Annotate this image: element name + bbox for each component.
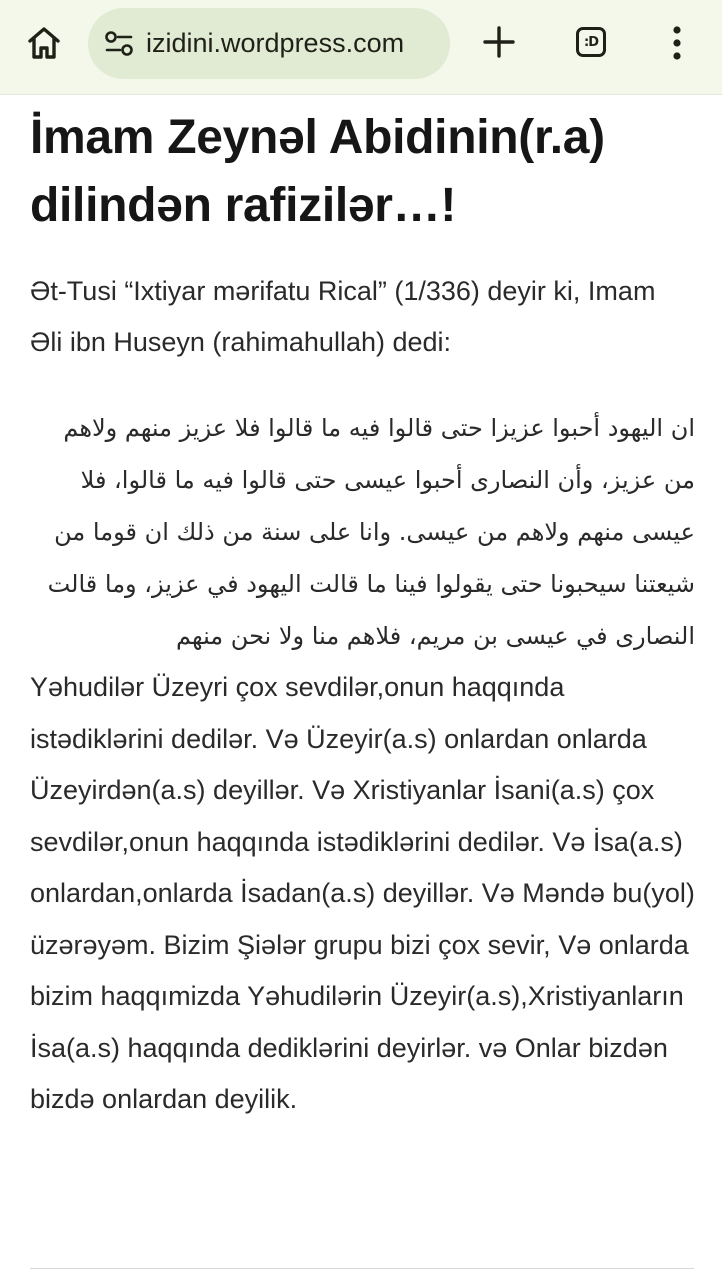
tab-switcher-button[interactable]	[568, 19, 614, 65]
new-tab-button[interactable]	[476, 19, 522, 65]
arabic-quote: ان اليهود أحبوا عزيزا حتى قالوا فيه ما قالوا فلا عزيز منهم ولاهم من عزيز، وأن النصارى أحبوا عيسى حتى قالوا فيه ما قالوا، فلا عيسى منهم ولاهم من عيسى. وانا على سنة من ذلك ان قوما من شيعتنا سيحبونا حتى يقولوا فينا ما قالت اليهود في عزيز، وما قالت النصارى في عيسى بن مريم، فلاهم منا ولا نحن منهم	[47, 414, 695, 650]
more-vert-icon	[671, 26, 683, 60]
post-content	[30, 98, 695, 1126]
post-intro-paragraph: Ət-Tusi “Ixtiyar mərifatu Rical” (1/336) deyir ki, Imam Əli ibn Huseyn (rahimahullah) dedi:	[30, 276, 656, 357]
translation-paragraph: Yəhudilər Üzeyri çox sevdilər,onun haqqında istədiklərini dedilər. Və Üzeyir(a.s) onlardan onlarda Üzeyirdən(a.s) deyillər. Və Xristiyanlar İsani(a.s) çox sevdilər,onun haqqında istədiklərini dedilər. Və İsa(a.s) onlardan,onlarda İsadan(a.s) deyillər. Və Məndə bu(yol) üzərəyəm. Bizim Şiələr grupu bizi çox sevir, Və onlarda bizim haqqımizda Yəhudilərin Üzeyir(a.s),Xristiyanların İsa(a.s) haqqında dediklərini deyirlər. və Onlar bizdən bizdə onlardan deyilik.	[30, 672, 695, 1114]
url-text[interactable]: izidini.wordpress.com	[146, 28, 405, 58]
site-settings-icon[interactable]	[104, 30, 134, 58]
tab-switcher-label: :D	[584, 34, 598, 50]
post-title: İmam Zeynəl Abidinin(r.a) dilindən rafizilər…!	[30, 111, 605, 232]
tab-switcher-icon	[576, 27, 606, 57]
content-divider	[30, 1268, 694, 1269]
home-button[interactable]	[18, 17, 70, 69]
more-menu-button[interactable]	[654, 17, 700, 69]
address-bar[interactable]	[88, 8, 450, 79]
plus-icon	[482, 25, 516, 59]
browser-toolbar	[0, 0, 722, 95]
home-icon	[25, 24, 63, 62]
